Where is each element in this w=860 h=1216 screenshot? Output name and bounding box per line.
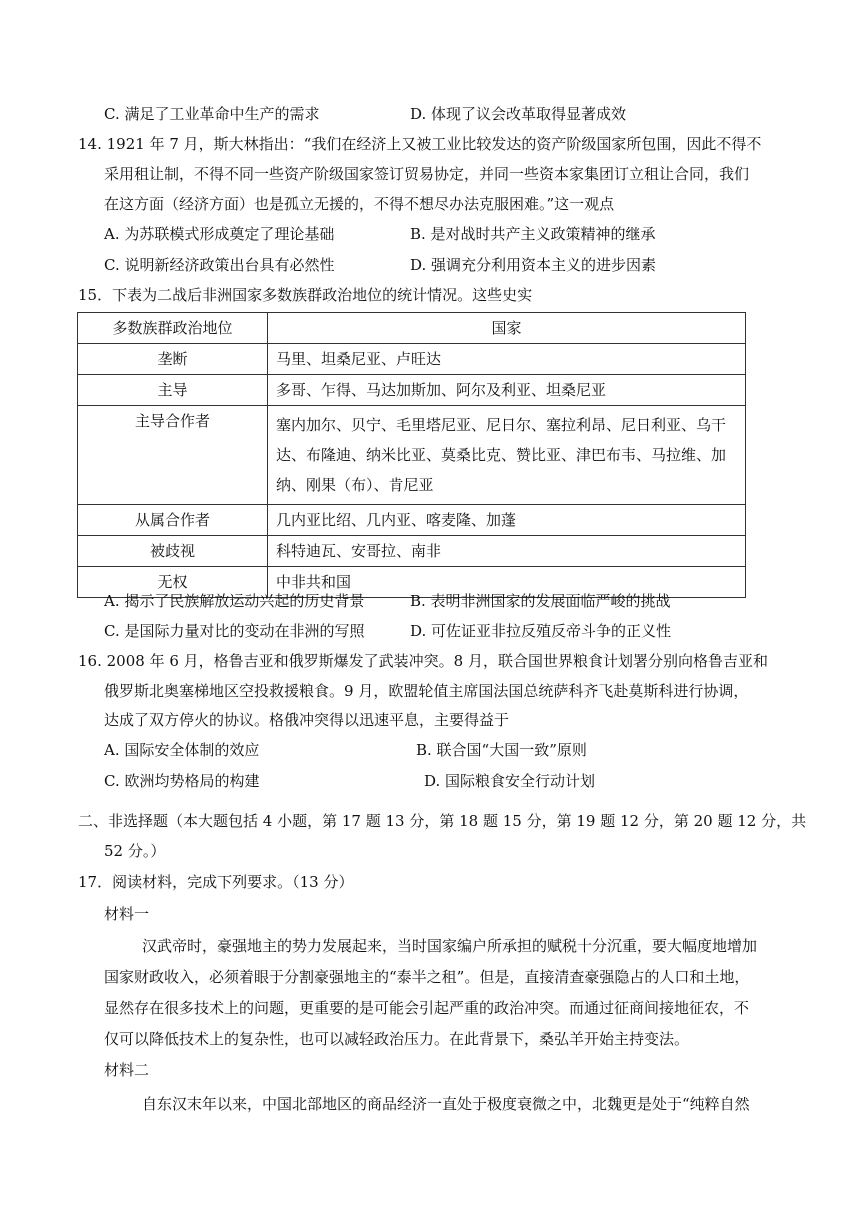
- table-row: [78, 505, 746, 536]
- ethnic-status-table: [77, 312, 746, 598]
- q16-stem-line1: 16. 2008 年 6 月，格鲁吉亚和俄罗斯爆发了武装冲突。8 月，联合国世界粮食计划署分别向格鲁吉亚和: [78, 652, 768, 670]
- table-header-status: 多数族群政治地位: [78, 313, 268, 344]
- table-header-row: [78, 313, 746, 344]
- q14-option-d: D. 强调充分利用资本主义的进步因素: [410, 256, 657, 274]
- q14-stem-line3: 在这方面（经济方面）也是孤立无援的，不得不想尽办法克服困难。”这一观点: [104, 195, 615, 213]
- table-cell-countries: 多哥、乍得、马达加斯加、阿尔及利亚、坦桑尼亚: [268, 375, 746, 406]
- q16-stem-line3: 达成了双方停火的协议。格俄冲突得以迅速平息，主要得益于: [104, 711, 510, 729]
- q16-option-d: D. 国际粮食安全行动计划: [424, 772, 596, 790]
- table-cell-status: 主导: [78, 375, 268, 406]
- material-1-line3: 显然存在很多技术上的问题，更重要的是可能会引起严重的政治冲突。而通过征商间接地征农，不: [104, 999, 750, 1017]
- q16-option-b: B. 联合国“大国一致”原则: [416, 741, 587, 759]
- table-cell-countries: 塞内加尔、贝宁、毛里塔尼亚、尼日尔、塞拉利昂、尼日利亚、乌干达、布隆迪、纳米比亚、莫桑比克、赞比亚、津巴布韦、马拉维、加纳、刚果（布）、肯尼亚: [268, 406, 746, 505]
- material-1-title: 材料一: [104, 905, 150, 923]
- q15-option-d: D. 可佐证亚非拉反殖反帝斗争的正义性: [410, 622, 672, 640]
- section2-heading-line2: 52 分。）: [104, 842, 166, 860]
- table-cell-status: 垄断: [78, 344, 268, 375]
- table-cell-countries: 马里、坦桑尼亚、卢旺达: [268, 344, 746, 375]
- material-2-title: 材料二: [104, 1061, 150, 1079]
- q15-stem: 15．下表为二战后非洲国家多数族群政治地位的统计情况。这些史实: [78, 286, 533, 304]
- q15-option-b: B. 表明非洲国家的发展面临严峻的挑战: [410, 592, 671, 610]
- q14-option-c: C. 说明新经济政策出台具有必然性: [104, 256, 335, 274]
- q13-option-c: C. 满足了工业革命中生产的需求: [104, 105, 320, 123]
- q16-stem-line2: 俄罗斯北奥塞梯地区空投救援粮食。9 月，欧盟轮值主席国法国总统萨科齐飞赴莫斯科进行协调，: [104, 682, 749, 700]
- material-1-line4: 仅可以降低技术上的复杂性，也可以减轻政治压力。在此背景下，桑弘羊开始主持变法。: [104, 1030, 690, 1048]
- material-2-line1: 自东汉末年以来，中国北部地区的商品经济一直处于极度衰微之中，北魏更是处于“纯粹自然: [142, 1095, 750, 1113]
- q16-option-c: C. 欧洲均势格局的构建: [104, 772, 260, 790]
- q15-option-c: C. 是国际力量对比的变动在非洲的写照: [104, 622, 365, 640]
- q14-stem-line1: 14. 1921 年 7 月，斯大林指出：“我们在经济上又被工业比较发达的资产阶级国家所包围，因此不得不: [78, 135, 762, 153]
- table-row: [78, 406, 746, 505]
- q17-stem: 17．阅读材料，完成下列要求。（13 分）: [78, 873, 354, 891]
- table-cell-countries: 几内亚比绍、几内亚、喀麦隆、加蓬: [268, 505, 746, 536]
- table-cell-status: 被歧视: [78, 536, 268, 567]
- table-row: [78, 344, 746, 375]
- q15-option-a: A. 揭示了民族解放运动兴起的历史背景: [104, 592, 365, 610]
- table-cell-status: 主导合作者: [78, 406, 268, 505]
- table-cell-countries: 中非共和国: [268, 567, 746, 598]
- table-row: [78, 375, 746, 406]
- material-1-line2: 国家财政收入，必须着眼于分割豪强地主的“泰半之租”。但是，直接清查豪强隐占的人口和土地，: [104, 968, 750, 986]
- q14-option-b: B. 是对战时共产主义政策精神的继承: [410, 225, 656, 243]
- section2-heading-line1: 二、非选择题（本大题包括 4 小题，第 17 题 13 分，第 18 题 15 分，第 19 题 12 分，第 20 题 12 分，共: [78, 812, 807, 830]
- q13-option-d: D. 体现了议会改革取得显著成效: [410, 105, 627, 123]
- q14-stem-line2: 采用租让制，不得不同一些资产阶级国家签订贸易协定，并同一些资本家集团订立租让合同，我们: [104, 165, 750, 183]
- q14-option-a: A. 为苏联模式形成奠定了理论基础: [104, 225, 335, 243]
- q16-option-a: A. 国际安全体制的效应: [104, 741, 260, 759]
- table-cell-countries: 科特迪瓦、安哥拉、南非: [268, 536, 746, 567]
- table-header-countries: 国家: [268, 313, 746, 344]
- table-row: [78, 536, 746, 567]
- table-cell-status: 无权: [78, 567, 268, 598]
- table-cell-status: 从属合作者: [78, 505, 268, 536]
- material-1-line1: 汉武帝时，豪强地主的势力发展起来，当时国家编户所承担的赋税十分沉重，要大幅度地增加: [142, 937, 758, 955]
